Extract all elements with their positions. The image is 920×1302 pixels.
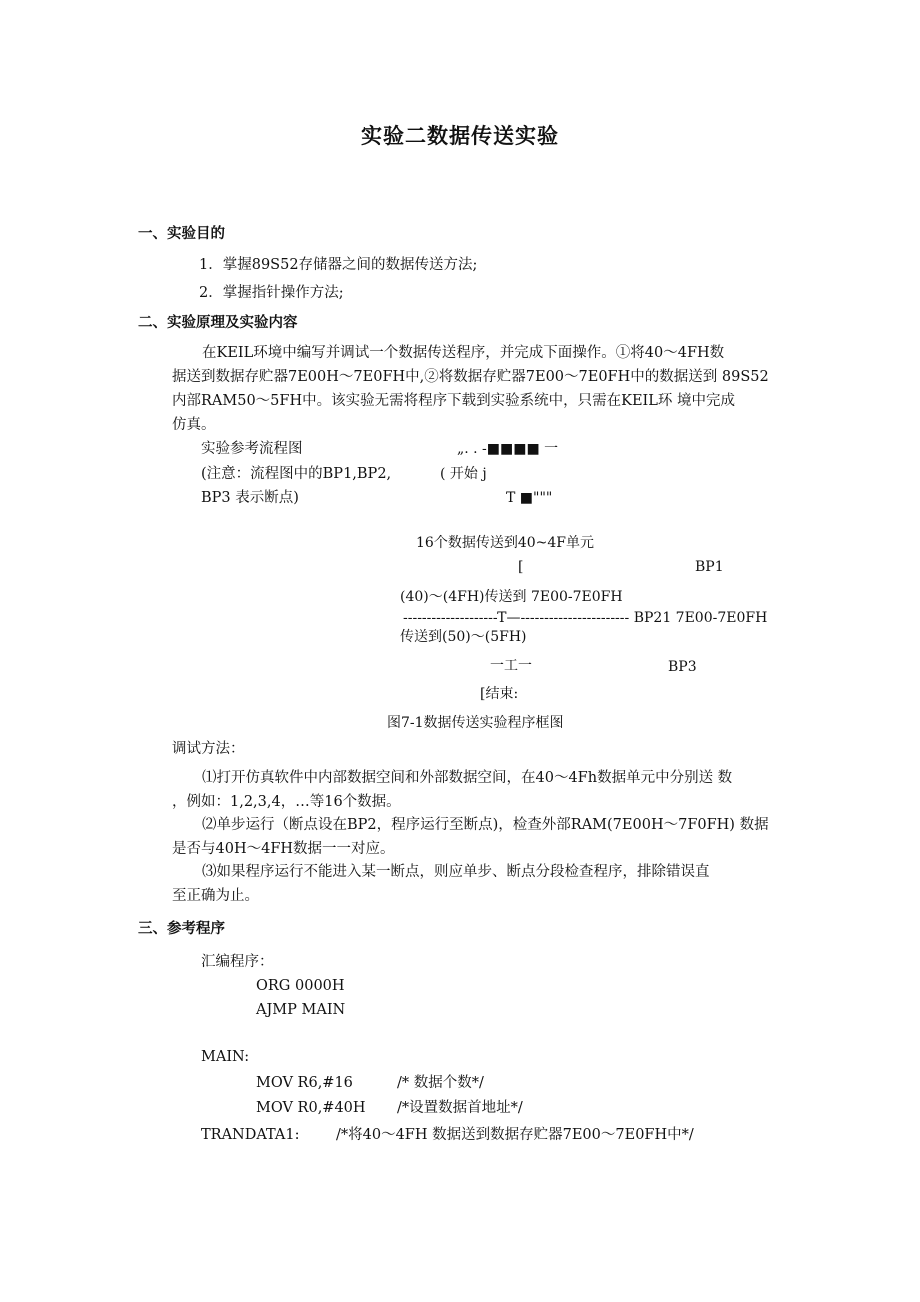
figure-caption: 图7-1数据传送实验程序框图 (387, 715, 564, 731)
code-line: MOV R0,#40H (256, 1100, 366, 1116)
flowchart-bracket: [ (518, 559, 524, 575)
flowchart-step: (40)〜(4FH)传送到 7E00-7E0FH (400, 589, 623, 605)
debug-step: ⑵单步运行（断点设在BP2，程序运行至断点)，检查外部RAM(7E00H〜7F0FH) 数据 (202, 817, 769, 833)
flowchart-connector-line: --------------------T—----------------------- BP21 7E00-7E0FH (403, 610, 768, 626)
code-line: AJMP MAIN (256, 1002, 346, 1018)
code-comment: /* 数据个数*/ (397, 1075, 484, 1091)
debug-step: 至正确为止。 (172, 888, 259, 904)
section-heading-objectives: 一、实验目的 (138, 226, 225, 242)
flowchart-intro-label: 实验参考流程图 (201, 441, 303, 457)
breakpoint-label: BP3 (668, 659, 697, 675)
code-line: ORG 0000H (256, 978, 345, 994)
flowchart-step: 16个数据传送到40~4F单元 (416, 535, 594, 551)
flowchart-note: BP3 表示断点) (201, 490, 299, 506)
code-label: MAIN: (201, 1049, 250, 1065)
paragraph-line: 据送到数据存贮器7E00H〜7E0FH中,②将数据存贮器7E00〜7E0FH中的数据送到 89S52 (172, 369, 769, 385)
section-heading-principle: 二、实验原理及实验内容 (138, 315, 298, 331)
objective-item: 2．掌握指针操作方法; (199, 285, 344, 301)
debug-label: 调试方法： (172, 741, 245, 757)
debug-step: ，例如：1,2,3,4，…等16个数据。 (172, 794, 401, 810)
flowchart-end: [结束: (480, 686, 519, 702)
debug-step: ⑴打开仿真软件中内部数据空间和外部数据空间，在40〜4Fh数据单元中分别送 数 (202, 770, 733, 786)
debug-step: ⑶如果程序运行不能进入某一断点，则应单步、断点分段检查程序，排除错误直 (202, 864, 710, 880)
code-comment: /*设置数据首地址*/ (397, 1100, 523, 1116)
objective-item: 1．掌握89S52存储器之间的数据传送方法; (199, 257, 478, 273)
paragraph-line: 在KEIL环境中编写并调试一个数据传送程序，并完成下面操作。①将40〜4FH数 (202, 345, 725, 361)
code-label: TRANDATA1: (201, 1127, 300, 1143)
flowchart-start-label: ( 开始 j (440, 466, 487, 482)
flowchart-start-shape: „. . -■■■■ 一 (457, 441, 559, 457)
paragraph-line: 内部RAM50〜5FH中。该实验无需将程序下载到实验系统中，只需在KEIL环 境中完成 (172, 393, 735, 409)
flowchart-step: 传送到(50)〜(5FH) (400, 629, 527, 645)
asm-label: 汇编程序： (201, 954, 274, 970)
paragraph-line: 仿真。 (172, 417, 216, 433)
flowchart-note: (注意：流程图中的BP1,BP2, (201, 466, 392, 482)
debug-step: 是否与40H〜4FH数据一一对应。 (172, 841, 395, 857)
breakpoint-label: BP1 (695, 559, 724, 575)
flowchart-arrow: T ■""" (506, 490, 553, 506)
code-comment: /*将40〜4FH 数据送到数据存贮器7E00〜7E0FH中*/ (336, 1127, 694, 1143)
page-title: 实验二数据传送实验 (361, 124, 559, 148)
flowchart-connector: 一工一 (490, 658, 532, 674)
code-line: MOV R6,#16 (256, 1075, 353, 1091)
section-heading-program: 三、参考程序 (138, 921, 225, 937)
